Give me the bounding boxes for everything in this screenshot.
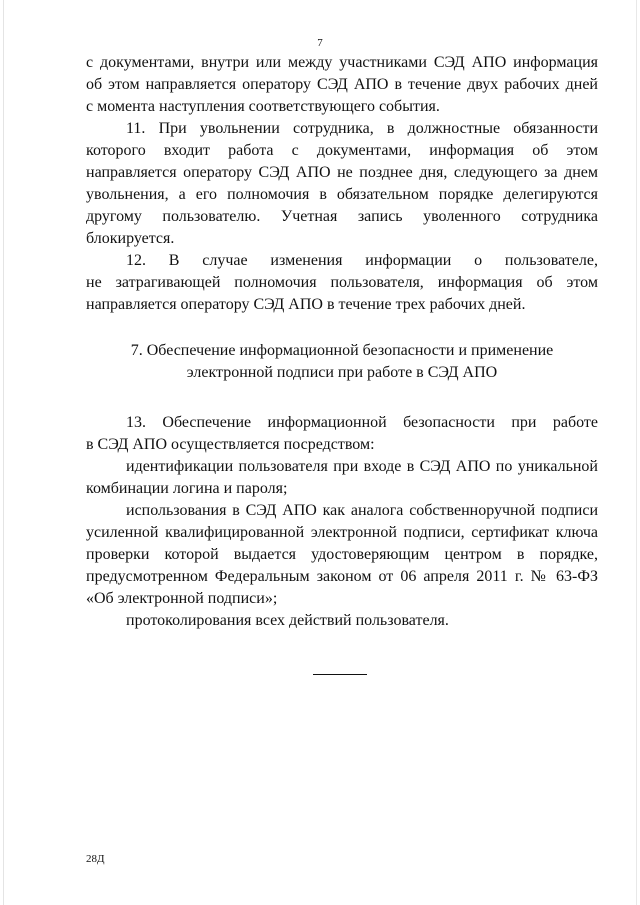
text-line: увольнения, а его полномочия в обязательном порядке делегируются bbox=[86, 186, 598, 203]
text-line: усиленной квалифицированной электронной подписи, сертификат ключа bbox=[86, 524, 598, 541]
section-heading-line-2: электронной подписи при работе в СЭД АПО bbox=[186, 364, 498, 381]
text-line: предусмотренном Федеральным законом от 06 апреля 2011 г. № 63-ФЗ bbox=[86, 568, 598, 585]
text-line: направляется оператору СЭД АПО не позднее дня, следующего за днем bbox=[86, 164, 598, 181]
text-line: проверки которой выдается удостоверяющим центром в порядке, bbox=[86, 546, 598, 563]
text-line: «Об электронной подписи»; bbox=[86, 590, 278, 607]
list-item-logging: протоколирования всех действий пользователя. bbox=[126, 612, 449, 629]
text-line: не затрагивающей полномочия пользователя, информация об этом bbox=[86, 274, 598, 291]
footer-code: 28Д bbox=[86, 853, 105, 865]
text-line: с момента наступления соответствующего события. bbox=[86, 98, 440, 115]
text-line: которого входит работа с документами, информация об этом bbox=[86, 142, 598, 159]
paragraph-11-start: 11. При увольнении сотрудника, в должностные обязанности bbox=[126, 120, 598, 137]
text-line: об этом направляется оператору СЭД АПО в течение двух рабочих дней bbox=[86, 76, 598, 93]
text-line: в СЭД АПО осуществляется посредством: bbox=[86, 436, 375, 453]
end-of-text-rule bbox=[313, 674, 367, 675]
text-line: блокируется. bbox=[86, 230, 175, 247]
section-heading-line-1: 7. Обеспечение информационной безопасности и применение bbox=[130, 342, 554, 359]
text-line: направляется оператору СЭД АПО в течение трех рабочих дней. bbox=[86, 296, 526, 313]
paragraph-12-start: 12. В случае изменения информации о пользователе, bbox=[126, 252, 598, 269]
page-number: 7 bbox=[317, 37, 323, 49]
scan-edge-left bbox=[3, 0, 4, 905]
text-line: комбинации логина и пароля; bbox=[86, 480, 288, 497]
document-body bbox=[86, 52, 598, 632]
text-line: с документами, внутри или между участниками СЭД АПО информация bbox=[86, 54, 598, 71]
list-item-identification: идентификации пользователя при входе в СЭД АПО по уникальной bbox=[126, 458, 598, 475]
text-line: другому пользователю. Учетная запись уволенного сотрудника bbox=[86, 208, 598, 225]
list-item-signature: использования в СЭД АПО как аналога собственноручной подписи bbox=[126, 502, 598, 519]
scan-edge-right bbox=[636, 0, 637, 905]
paragraph-13-start: 13. Обеспечение информационной безопасности при работе bbox=[126, 414, 598, 431]
